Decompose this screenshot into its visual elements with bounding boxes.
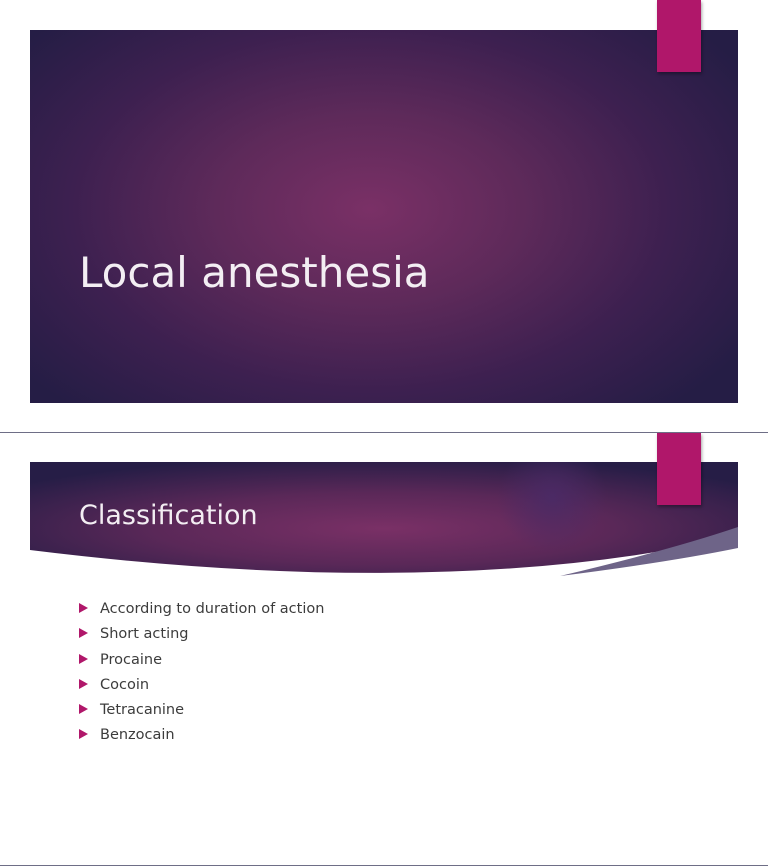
- list-item: [79, 700, 324, 725]
- list-item-text: Short acting: [100, 626, 189, 643]
- triangle-bullet-icon: [79, 628, 88, 638]
- list-item-text: Procaine: [100, 651, 163, 668]
- triangle-bullet-icon: [79, 729, 88, 739]
- accent-tab: [657, 0, 701, 72]
- list-item-text: Tetracanine: [100, 702, 185, 719]
- slide-1: [0, 0, 768, 432]
- list-item-text: Cocoin: [100, 676, 150, 693]
- list-item-text: Benzocain: [100, 727, 175, 744]
- slide-2: [0, 433, 768, 865]
- triangle-bullet-icon: [79, 654, 88, 664]
- bullet-list: [79, 599, 324, 751]
- triangle-bullet-icon: [79, 704, 88, 714]
- title-background-band: [30, 30, 738, 403]
- list-item: [79, 725, 324, 750]
- accent-tab: [657, 433, 701, 505]
- list-item: [79, 624, 324, 649]
- list-item: [79, 675, 324, 700]
- triangle-bullet-icon: [79, 603, 88, 613]
- list-item-text: According to duration of action: [100, 601, 325, 617]
- section-title: Classification: [79, 500, 258, 531]
- list-item: [79, 650, 324, 675]
- list-item: [79, 599, 324, 624]
- slide-title: Local anesthesia: [79, 248, 430, 297]
- triangle-bullet-icon: [79, 679, 88, 689]
